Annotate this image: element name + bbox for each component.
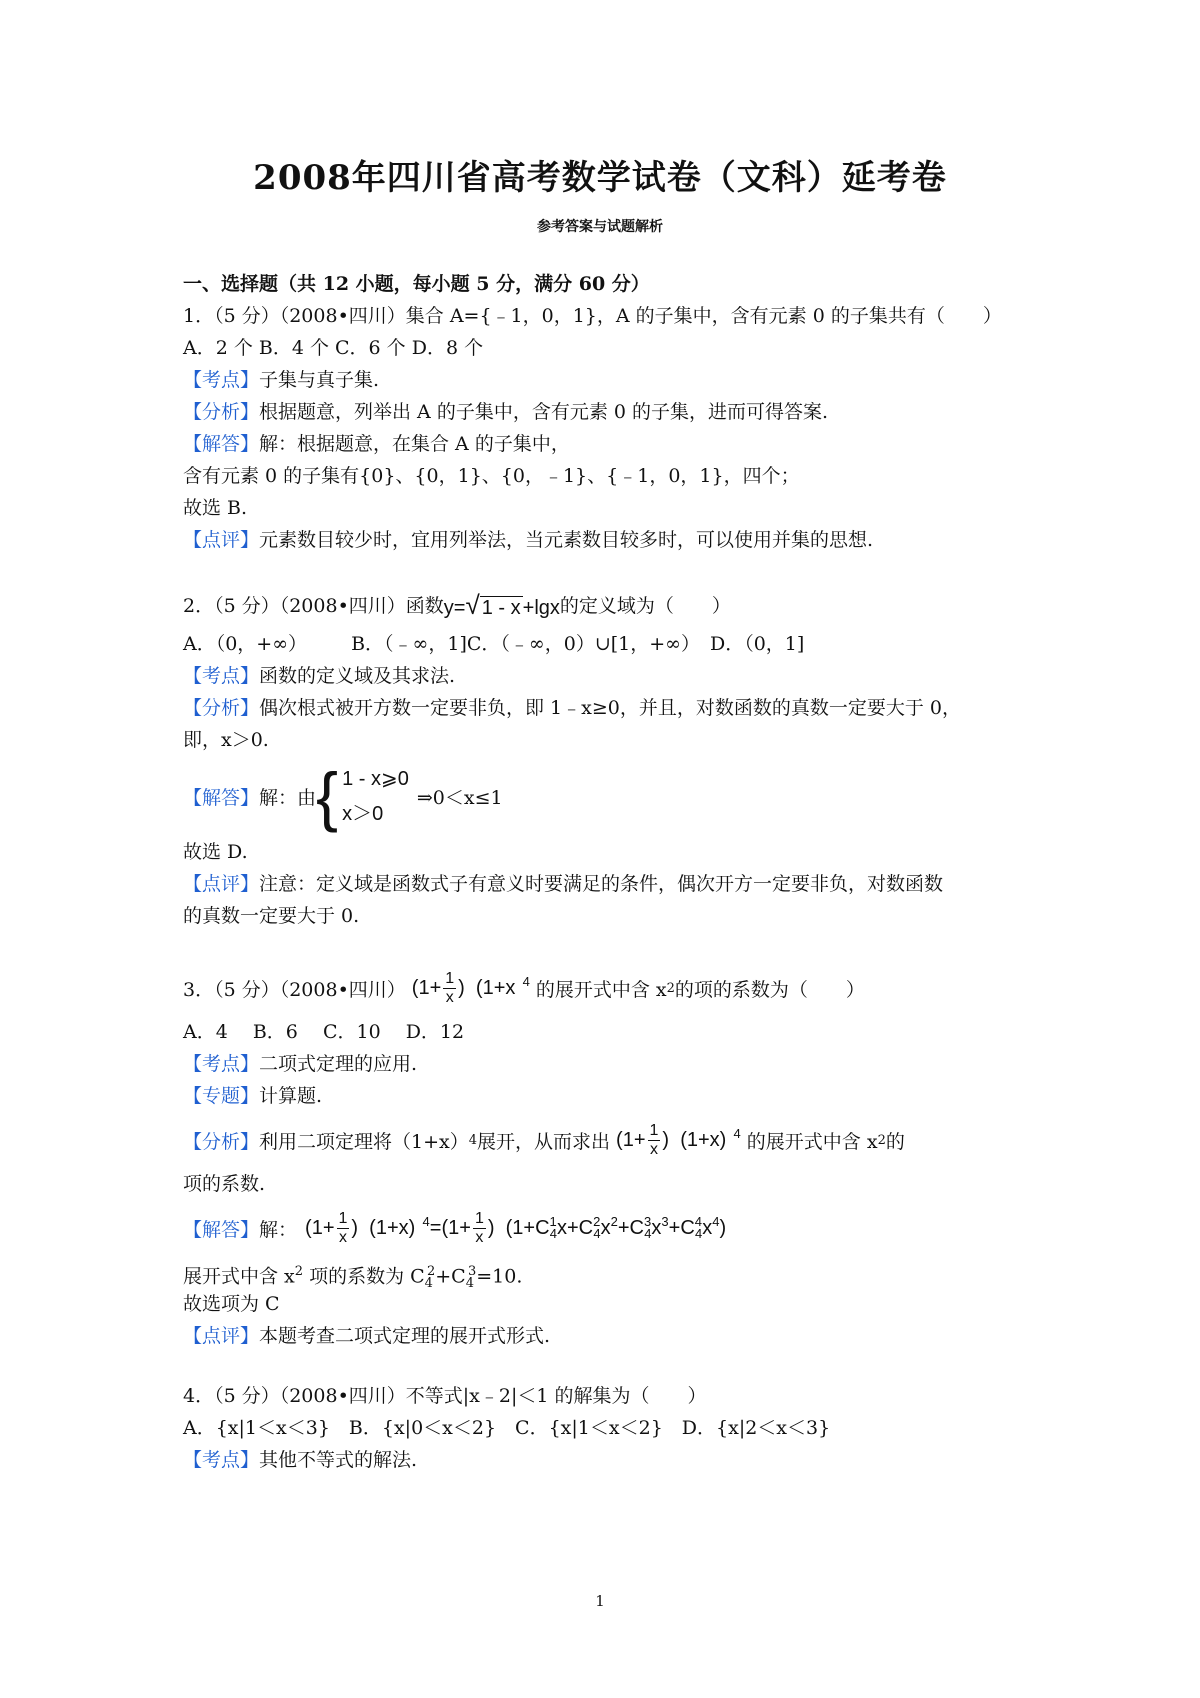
q2-option-a: A．（0，+∞） xyxy=(183,633,308,655)
q3-jieda2-a: 展开式中含 x xyxy=(183,1265,295,1288)
q1-fenxi xyxy=(183,396,1043,428)
tag-fenxi: 【分析】 xyxy=(183,1130,260,1153)
q3-fenxi-expression: (1+ $\frac{1}{x}$ ) (1+x) $^4$ xyxy=(616,1121,741,1158)
q1-dianping xyxy=(183,524,1043,556)
q1-jieda-text: 解：根据题意，在集合 A 的子集中， xyxy=(259,433,570,455)
q2-formula-tail: +lgx xyxy=(522,596,560,619)
q2-dianping-line2: 的真数一定要大于 0. xyxy=(183,905,360,927)
q1-options: A．2 个 B．4 个 C．6 个 D．8 个 xyxy=(183,337,484,359)
section-heading: 一、选择题（共 12 小题，每小题 5 分，满分 60 分） xyxy=(183,273,650,295)
q2-jieda xyxy=(183,756,1043,836)
tag-jieda: 【解答】 xyxy=(183,1218,260,1241)
q3-stem-mid: 的展开式中含 x xyxy=(535,978,667,1001)
q2-formula-radicand: 1 - x xyxy=(481,596,521,619)
q3-fenxi-line2: 项的系数. xyxy=(183,1173,266,1195)
q3-kaodian-text: 二项式定理的应用. xyxy=(259,1053,418,1075)
q2-kaodian xyxy=(183,660,1043,692)
q2-formula-y: y= xyxy=(443,596,466,619)
q2-dianping xyxy=(183,868,1043,900)
q4-kaodian xyxy=(183,1444,1043,1476)
q2-system-row1: 1 - x⩾0 xyxy=(342,768,409,790)
q2-fenxi xyxy=(183,692,1043,724)
q1-dianping-text: 元素数目较少时，宜用列举法，当元素数目较多时，可以使用并集的思想. xyxy=(259,529,874,551)
tag-kaodian: 【考点】 xyxy=(183,1053,260,1075)
q3-stem-suffix: 的项的系数为（ ） xyxy=(674,978,865,1001)
q3-jieda2-c: +C xyxy=(435,1265,466,1288)
q1-jieda xyxy=(183,428,1043,460)
tag-kaodian: 【考点】 xyxy=(183,1449,260,1471)
tag-zhuanti: 【专题】 xyxy=(183,1085,260,1107)
q2-option-d: D．（0，1] xyxy=(709,633,805,655)
q2-fenxi-line2: 即，x＞0. xyxy=(183,729,269,751)
q2-stem-prefix: 2．（5 分）（2008•四川）函数 xyxy=(183,595,444,617)
q3-fenxi: 【分析】 利用二项定理将（1+x） 4 展开，从而求出 (1+ $\frac{1}{x}$ ) (1+x) $^4$ 的展开式中含 x 2 的 xyxy=(183,1121,905,1158)
tag-jieda: 【解答】 xyxy=(183,433,260,455)
q3-expression: (1+ $\frac{1}{x}$ ) (1+x $^4$ xyxy=(411,969,530,1006)
q2-option-b: B．（﹣∞，1] xyxy=(351,633,467,655)
q1-stem: 1．（5 分）（2008•四川）集合 A={﹣1，0，1}，A 的子集中，含有元素 0 的子集共有（ ） xyxy=(183,305,1002,327)
tag-kaodian: 【考点】 xyxy=(183,665,260,687)
q2-stem-suffix: 的定义域为（ ） xyxy=(559,595,731,617)
doc-subtitle: 参考答案与试题解析 xyxy=(537,219,663,235)
tag-dianping: 【点评】 xyxy=(183,529,260,551)
q2-jieda-line2: 故选 D. xyxy=(183,841,248,863)
q2-formula: y=√ 1 - x +lgx xyxy=(443,589,560,620)
q3-zhuanti-text: 计算题. xyxy=(259,1085,323,1107)
tag-fenxi: 【分析】 xyxy=(183,697,260,719)
q2-stem xyxy=(183,584,1043,628)
page-number: 1 xyxy=(595,1592,605,1610)
q3-fenxi-text-b: 展开，从而求出 xyxy=(477,1130,611,1153)
tag-kaodian: 【考点】 xyxy=(183,369,260,391)
q2-system-row2: x＞0 xyxy=(342,803,384,825)
q4-kaodian-text: 其他不等式的解法. xyxy=(259,1449,418,1471)
q2-options xyxy=(183,628,1043,660)
q1-kaodian xyxy=(183,364,1043,396)
q2-kaodian-text: 函数的定义域及其求法. xyxy=(259,665,456,687)
tag-dianping: 【点评】 xyxy=(183,873,260,895)
q2-jieda-result: ⇒0＜x≤1 xyxy=(416,786,503,809)
q3-jieda-line3: 故选项为 C xyxy=(183,1293,280,1315)
tag-jieda: 【解答】 xyxy=(183,786,260,809)
q3-zhuanti xyxy=(183,1080,1043,1112)
q3-options: A．4 B．6 C．10 D．12 xyxy=(183,1021,465,1043)
q3-stem-prefix: 3．（5 分）（2008•四川） xyxy=(183,978,406,1001)
q3-fenxi-text-d: 的 xyxy=(885,1130,905,1153)
q2-option-c: C．（﹣∞，0）∪[1，+∞） xyxy=(466,633,700,655)
doc-title: 2008年四川省高考数学试卷（文科）延考卷 xyxy=(253,158,947,198)
doc-content xyxy=(183,268,1043,1476)
q3-dianping xyxy=(183,1320,1043,1352)
q2-fenxi-text: 偶次根式被开方数一定要非负，即 1﹣x≥0，并且，对数函数的真数一定要大于 0， xyxy=(259,697,961,719)
q1-fenxi-text: 根据题意，列举出 A 的子集中，含有元素 0 的子集，进而可得答案. xyxy=(259,401,829,423)
q4-options: A．{x|1＜x＜3} B．{x|0＜x＜2} C．{x|1＜x＜2} D．{x|2＜x＜3} xyxy=(183,1417,831,1439)
tag-fenxi: 【分析】 xyxy=(183,401,260,423)
q3-jieda xyxy=(183,1200,1043,1256)
q2-dianping-text: 注意：定义域是函数式子有意义时要满足的条件，偶次开方一定要非负，对数函数 xyxy=(259,873,944,895)
q4-stem: 4．（5 分）（2008•四川）不等式|x﹣2|＜1 的解集为（ ） xyxy=(183,1385,707,1407)
q3-jieda-line2: 展开式中含 $x^2$ 项的系数为 $C_4^2+C_4^3=10$. xyxy=(183,1264,523,1292)
q3-jieda2-b: 项的系数为 C xyxy=(309,1265,425,1288)
q3-fenxi-text-a: 利用二项定理将（1+x） xyxy=(259,1130,469,1153)
q3-jieda2-d: =10. xyxy=(476,1265,523,1288)
q2-inequality-system xyxy=(316,761,409,831)
q1-kaodian-text: 子集与真子集. xyxy=(259,369,380,391)
q3-kaodian xyxy=(183,1048,1043,1080)
q3-dianping-text: 本题考查二项式定理的展开式形式. xyxy=(259,1325,551,1347)
q2-jieda-text: 解：由 xyxy=(259,786,317,809)
q1-jieda-line3: 故选 B. xyxy=(183,497,248,519)
q3-jieda-text: 解： xyxy=(259,1218,298,1241)
q3-stem: 3．（5 分）（2008•四川） (1+ $\frac{1}{x}$ ) (1+x $^4$ 的展开式中含 x 2 的项的系数为（ ） xyxy=(183,969,865,1006)
q1-jieda-line2: 含有元素 0 的子集有{0}、{0，1}、{0，﹣1}、{﹣1，0，1}，四个； xyxy=(183,465,800,487)
q3-jieda-expansion: (1+ $\frac{1}{x}$ ) (1+x) $^4$=(1+ $\frac{1}{x}$ ) $(1+C^1_4x+C^2_4x^2+C^3_4x^3+C^4_4x^4)$ xyxy=(305,1209,727,1246)
q3-fenxi-text-c: 的展开式中含 x xyxy=(746,1130,878,1153)
left-brace-icon: { xyxy=(316,759,339,833)
tag-dianping: 【点评】 xyxy=(183,1325,260,1347)
